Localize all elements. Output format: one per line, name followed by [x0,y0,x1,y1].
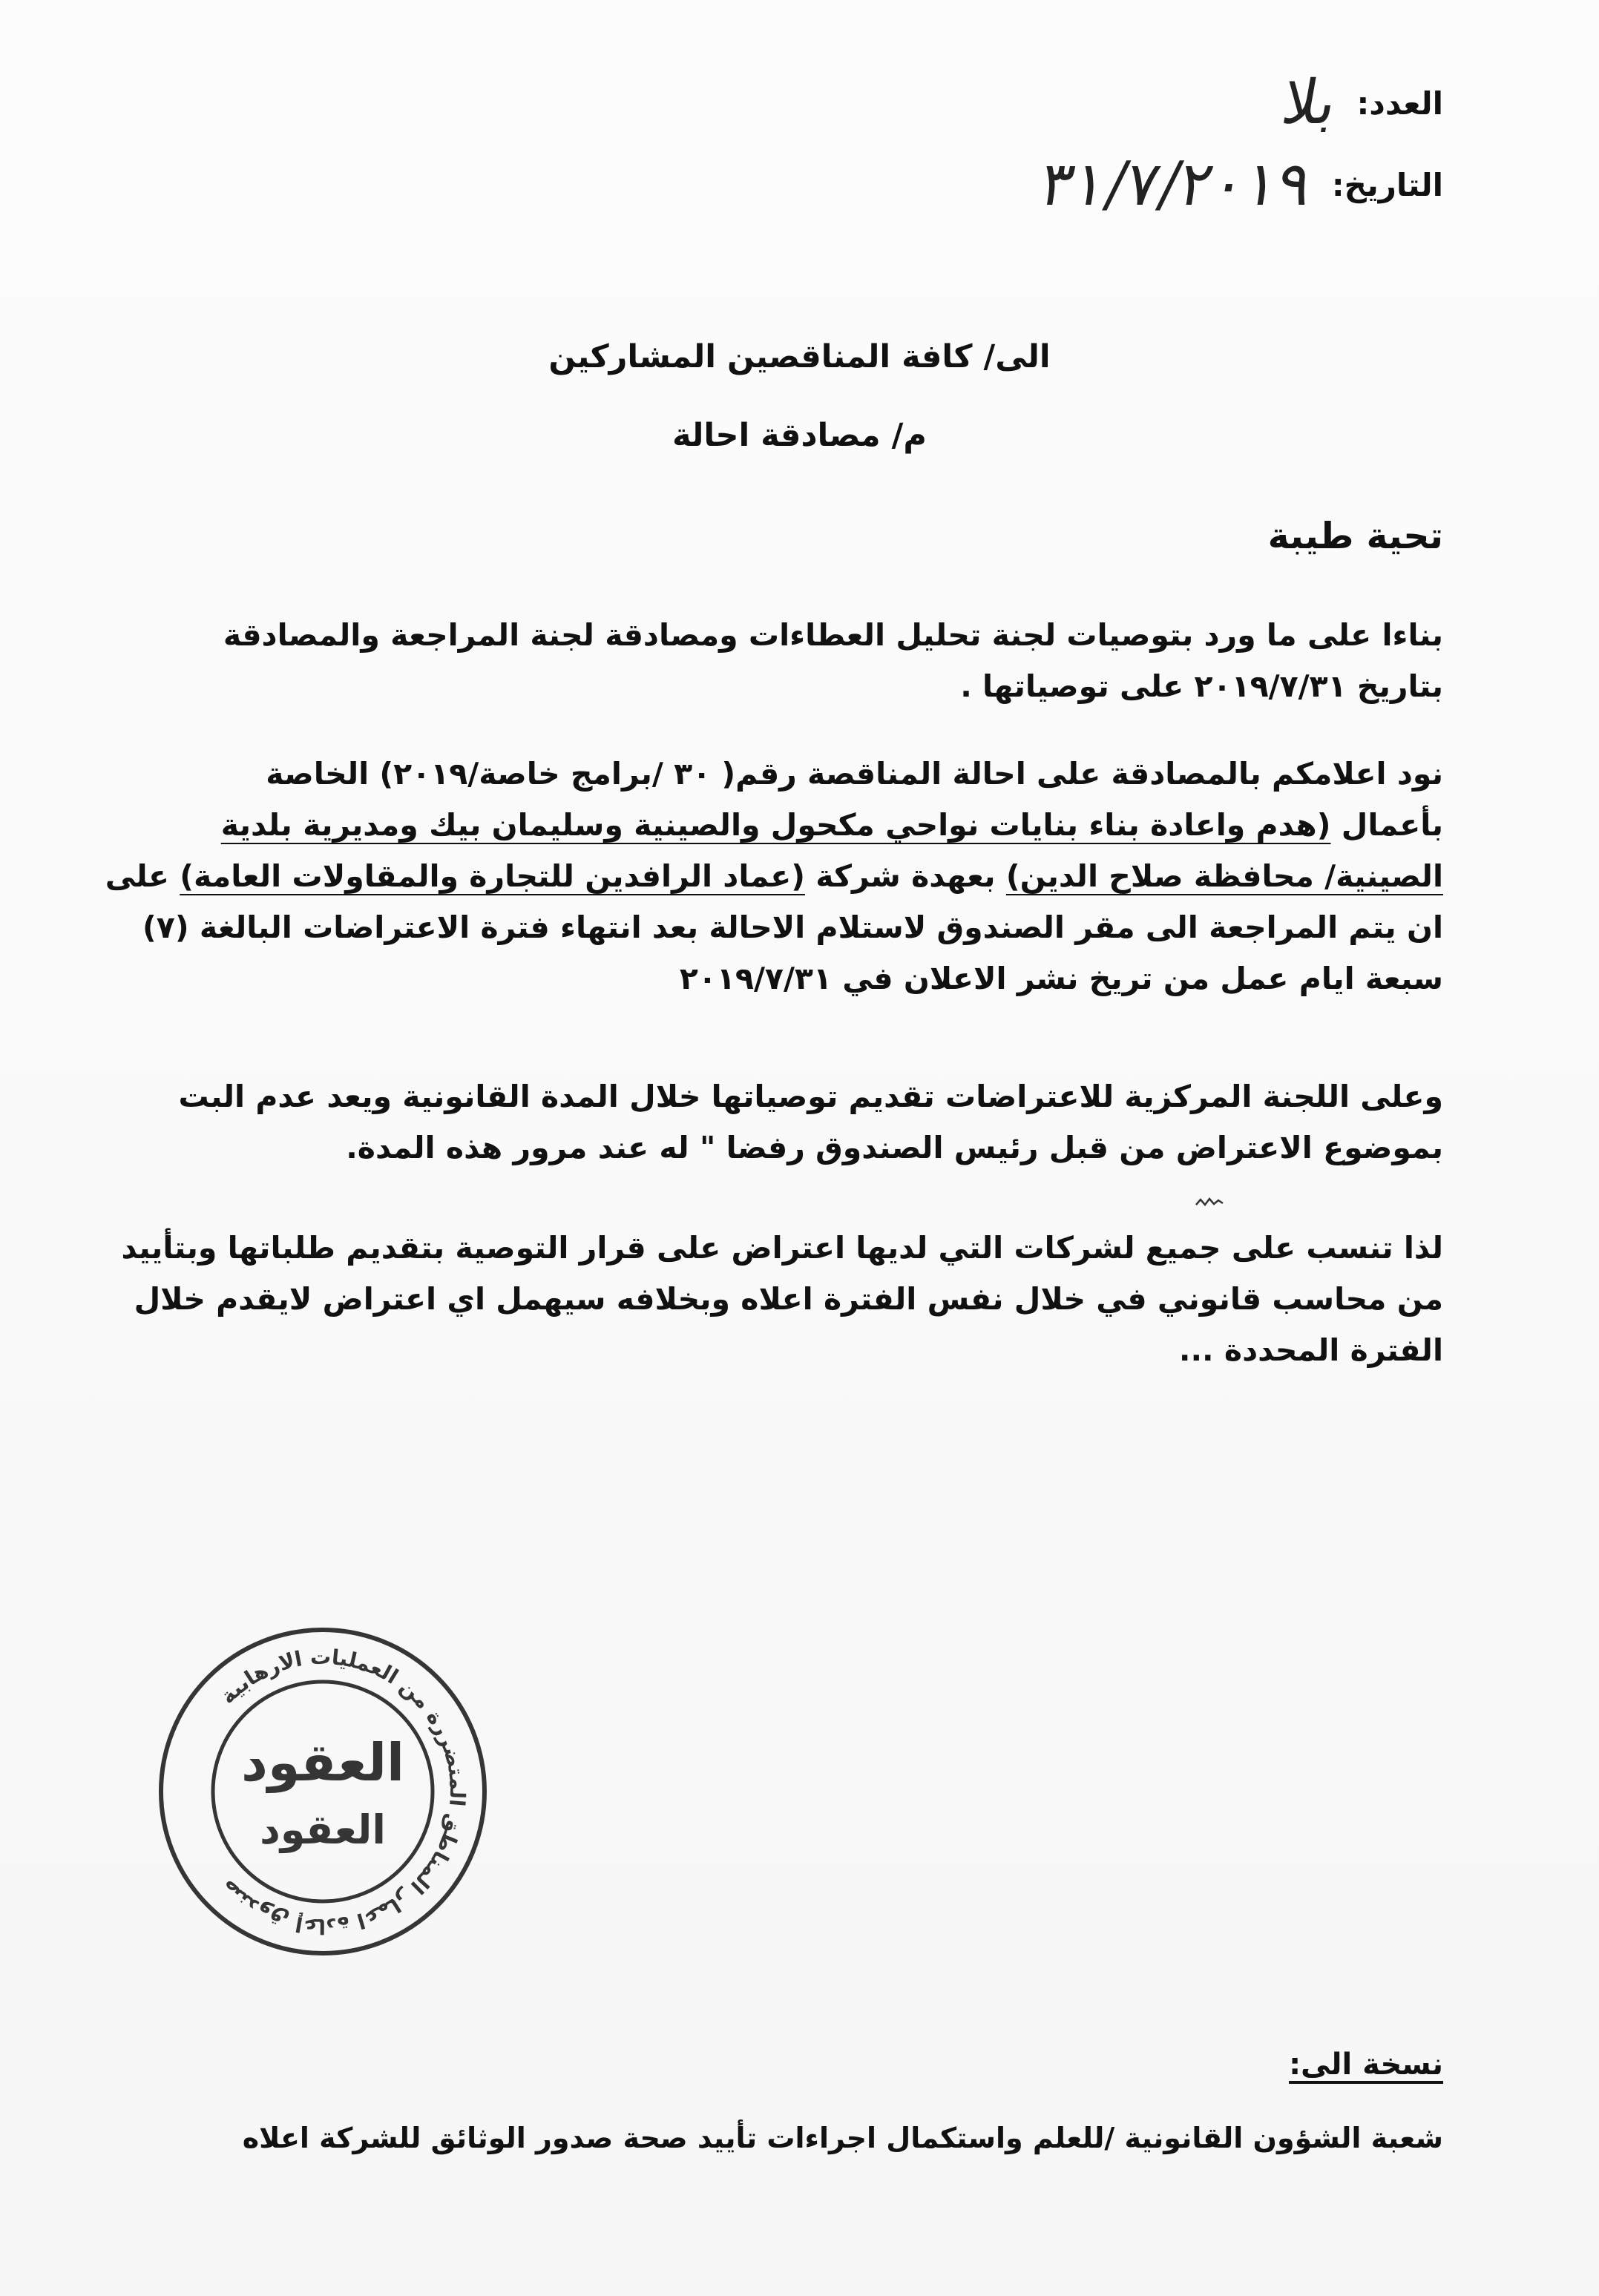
paragraph-2-line-3-middle: بعهدة شركة [804,858,1006,894]
paragraph-1-line-1: بناءا على ما ورد بتوصيات لجنة تحليل العطاءات ومصادقة لجنة المراجعة والمصادقة [223,617,1443,653]
paragraph-2-line-4: ان يتم المراجعة الى مقر الصندوق لاستلام الاحالة بعد انتهاء فترة الاعتراضات البالغة (٧) [142,909,1443,945]
document-number-label: العدد: [1356,85,1443,122]
paragraph-4-line-2: من محاسب قانوني في خلال نفس الفترة اعلاه وبخلافه سيهمل اي اعتراض لايقدم خلال [134,1281,1443,1317]
paragraph-2-line-5: سبعة ايام عمل من تريخ نشر الاعلان في ٢٠١٩/٧/٣١ [679,961,1443,996]
paragraph-3-line-2: بموضوع الاعتراض من قبل رئيس الصندوق رفضا " له عند مرور هذه المدة. [346,1130,1443,1165]
paragraph-1 [211,610,1443,712]
paragraph-2 [105,749,1443,1004]
paragraph-1-line-2: بتاريخ ٢٠١٩/٧/٣١ على توصياتها . [960,668,1443,704]
paragraph-2-line-3-underlined-1: الصينية/ محافظة صلاح الدين) [1005,858,1443,894]
stamp-lower-text: العقود [260,1806,386,1853]
copies-recipient-line: شعبة الشؤون القانونية /للعلم واستكمال اجراءات تأييد صحة صدور الوثائق للشركة اعلاه [242,2122,1443,2154]
paragraph-3 [178,1071,1443,1174]
subject-heading: م/ مصادقة احالة [672,417,927,454]
paragraph-3-line-1: وعلى اللجنة المركزية للاعتراضات تقديم توصياتها خلال المدة القانونية ويعد عدم البت [178,1079,1443,1114]
official-stamp [152,1621,493,1962]
document-date-row [1035,149,1443,220]
paragraph-2-line-3 [105,851,1443,902]
paragraph-2-line-2-underlined: (هدم واعادة بناء بنايات نواحي مكحول والصينية وسليمان بيك ومديرية بلدية [220,807,1331,843]
copies-label: نسخة الى: [1289,2047,1443,2082]
document-number-row [1276,68,1443,138]
document-number-value: بلا [1276,68,1342,138]
stamp-outer-text: صندوق إعادة اعمار المناطق المتضررة من العمليات الارهابية [215,1644,470,1939]
paragraph-2-line-1: نود اعلامكم بالمصادقة على احالة المناقصة رقم( ٣٠ /برامج خاصة/٢٠١٩) الخاصة [266,756,1443,792]
handwritten-tick-icon [1195,1196,1224,1211]
document-date-value: ٣١/٧/٢٠١٩ [1035,149,1318,220]
paragraph-2-line-3-suffix: على [105,858,180,894]
paragraph-4-line-3: الفترة المحددة ... [1178,1332,1443,1368]
paragraph-4-line-1: لذا تنسب على جميع لشركات التي لديها اعتراض على قرار التوصية بتقديم طلباتها وبتأييد [121,1230,1443,1266]
paragraph-2-line-3-underlined-2: (عماد الرافدين للتجارة والمقاولات العامة) [180,858,805,894]
greeting-text: تحية طيبة [1267,515,1443,557]
document-date-label: التاريخ: [1331,166,1443,203]
recipient-heading: الى/ كافة المناقصين المشاركين [548,338,1051,375]
paragraph-2-line-2 [211,800,1443,851]
paragraph-4 [121,1223,1443,1376]
stamp-center-text: العقود [241,1732,404,1793]
paragraph-2-line-2-prefix: بأعمال [1330,807,1443,843]
